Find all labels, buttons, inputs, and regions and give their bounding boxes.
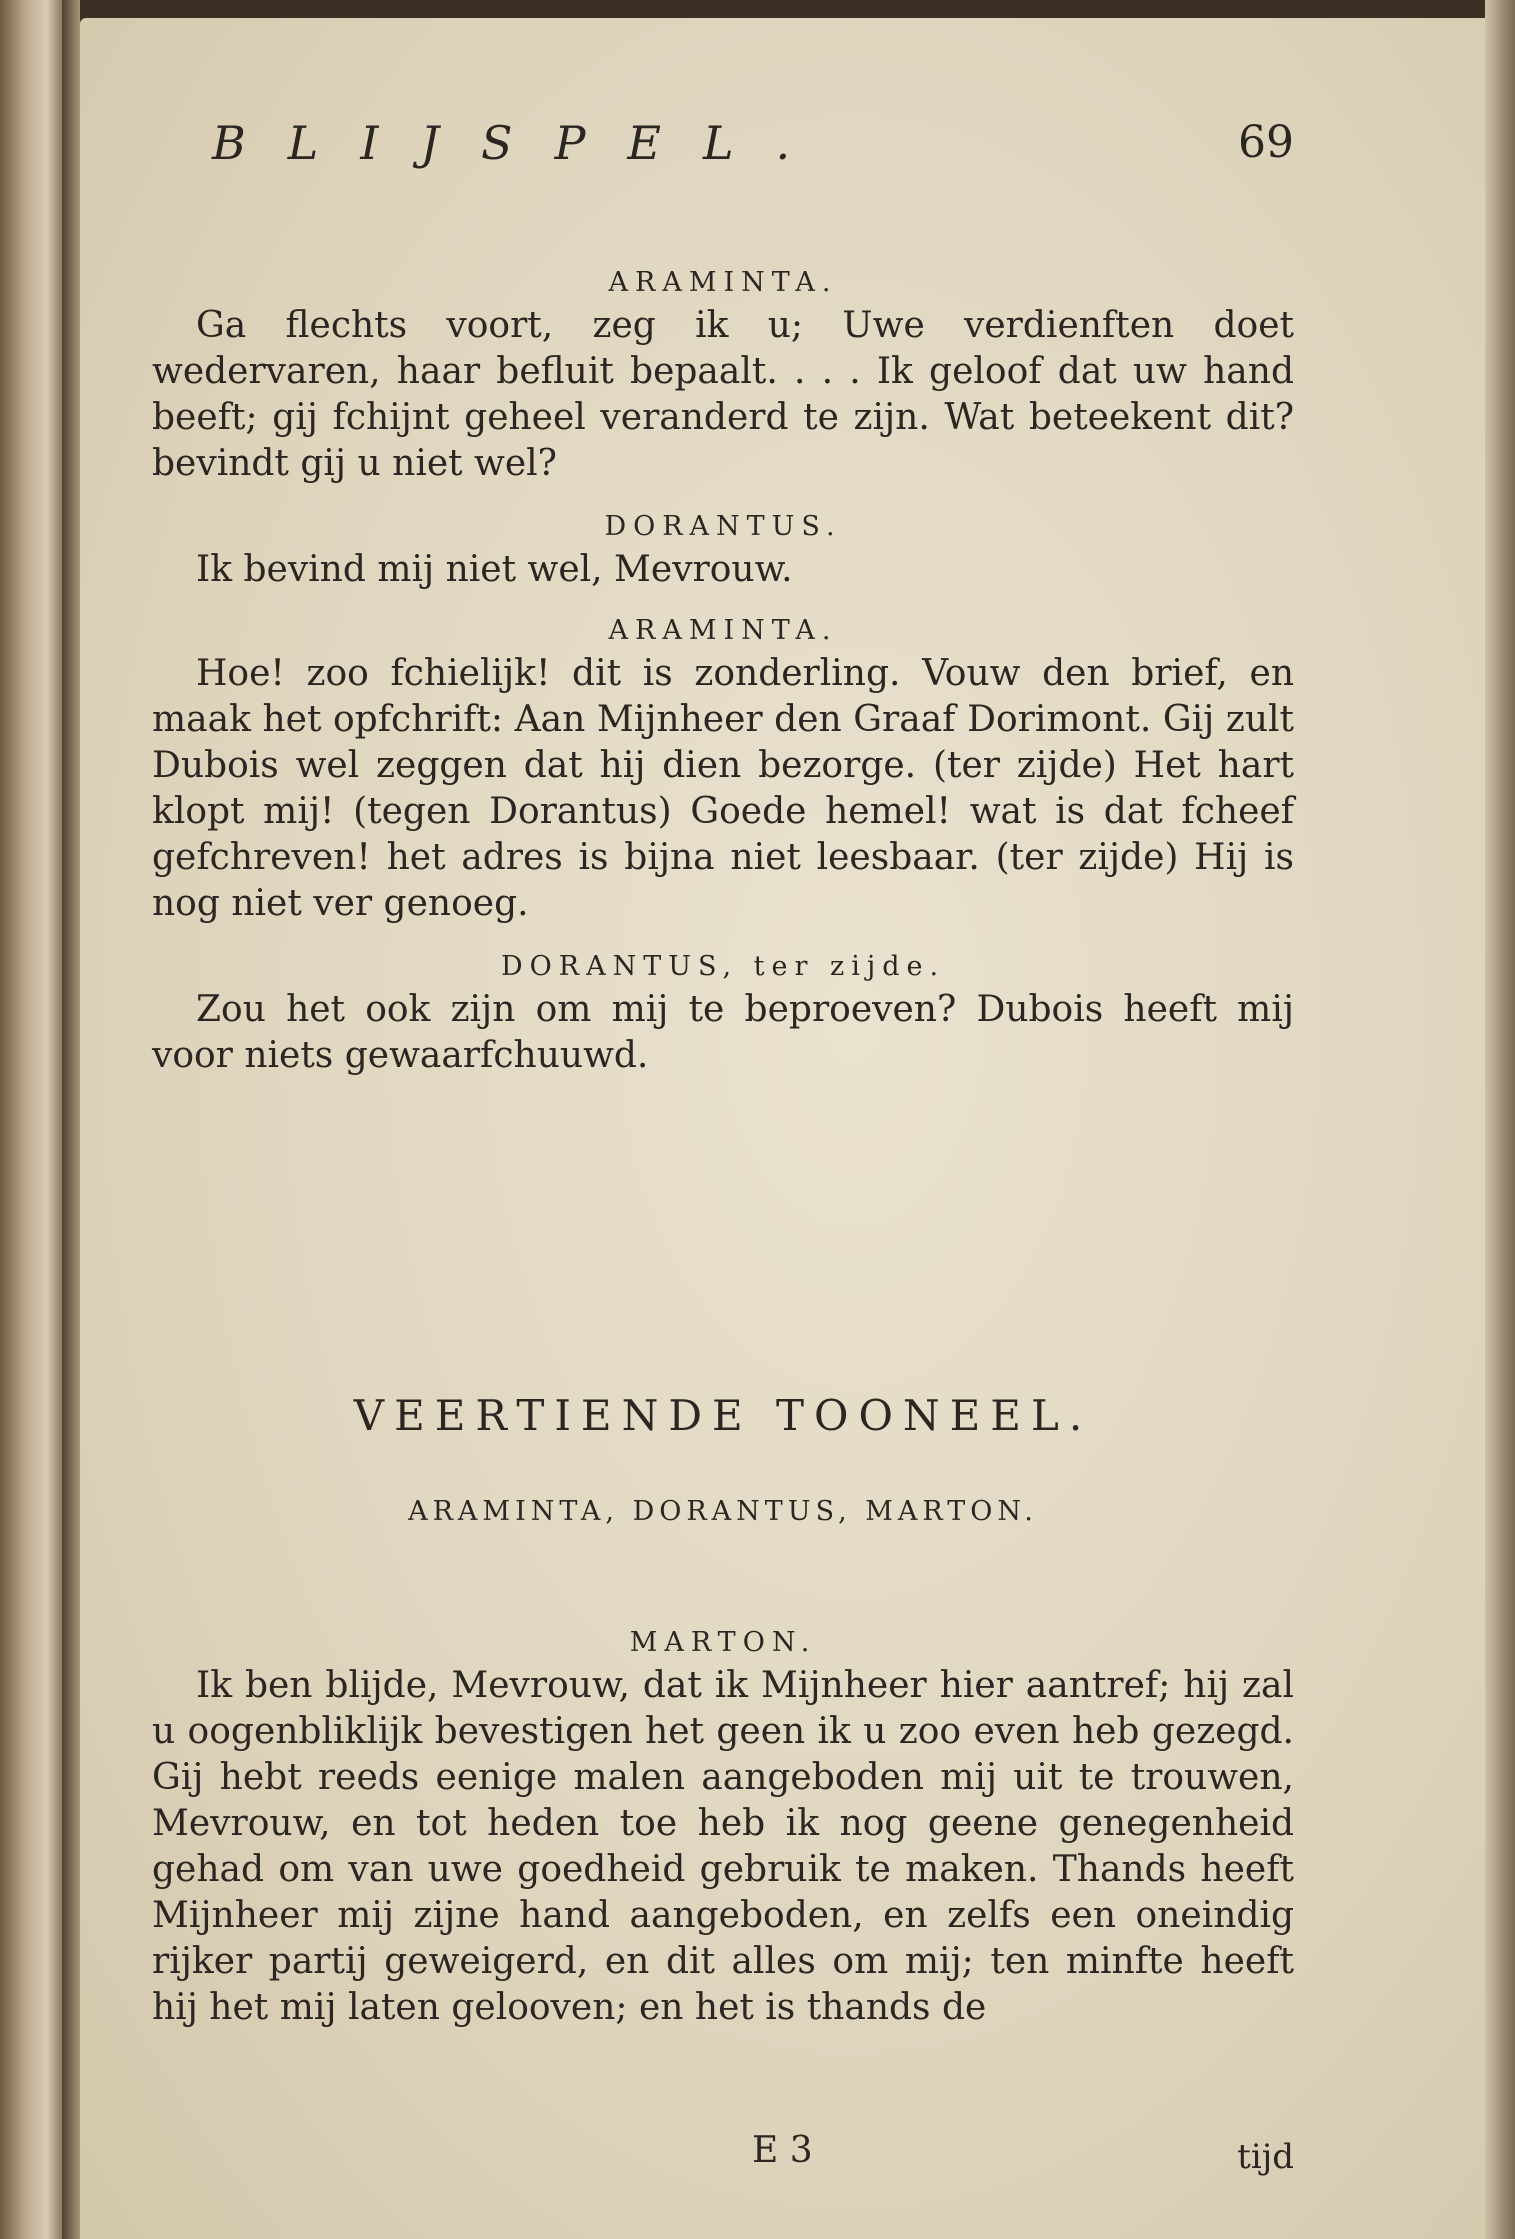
book-gutter	[62, 0, 80, 2239]
running-title: BLIJSPEL.	[212, 116, 833, 170]
speaker-label: ARAMINTA.	[608, 615, 838, 646]
speech-paragraph: Ik ben blijde, Mevrouw, dat ik Mijnheer hier aantref; hij zal u oogenbliklijk bevestigen het geen ik u zoo even heb gezegd. Gij hebt reeds eenige malen aangeboden mij uit te trouwen, Mevrouw, en tot heden toe heb ik nog geene genegenheid gehad om van uwe goedheid gebruik te maken. Thands heeft Mijnheer mij zijne hand aangeboden, en zelfs een oneindig rijker partij geweigerd, en dit alles om mij; ten minfte heeft hij het mij laten gelooven; en het is thands de	[152, 1665, 1294, 2028]
speaker-label: MARTON.	[629, 1627, 817, 1658]
scene-title: VEERTIENDE TOONEEL.	[353, 1391, 1093, 1440]
page-number: 69	[1238, 117, 1294, 168]
book-page	[80, 18, 1485, 2239]
scene-heading	[152, 1393, 1294, 1535]
running-header	[212, 116, 1294, 170]
catchword: tijd	[1237, 2137, 1294, 2177]
speaker-label: DORANTUS, ter zijde.	[500, 951, 946, 982]
right-page-edge	[1485, 0, 1515, 2239]
speaker-label: ARAMINTA.	[608, 267, 838, 298]
dialogue-lower	[152, 1623, 1294, 2031]
scene-cast: ARAMINTA, DORANTUS, MARTON.	[408, 1496, 1038, 1527]
speech-paragraph: Ik bevind mij niet wel, Mevrouw.	[196, 549, 793, 590]
signature-mark: E 3	[752, 2130, 813, 2171]
speaker-label: DORANTUS.	[604, 511, 842, 542]
speech-paragraph: Ga flechts voort, zeg ik u; Uwe verdienften doet wedervaren, haar befluit bepaalt. . . . Ik geloof dat uw hand beeft; gij fchijnt geheel veranderd te zijn. Wat beteekent dit? bevindt gij u niet wel?	[152, 305, 1294, 484]
speech-paragraph: Hoe! zoo fchielijk! dit is zonderling. Vouw den brief, en maak het opfchrift: Aan Mijnheer den Graaf Dorimont. Gij zult Dubois wel zeggen dat hij dien bezorge. (ter zijde) Het hart klopt mij! (tegen Dorantus) Goede hemel! wat is dat fcheef gefchreven! het adres is bijna niet leesbaar. (ter zijde) Hij is nog niet ver genoeg.	[152, 653, 1294, 924]
left-page-edge	[0, 0, 62, 2239]
dialogue-upper	[152, 263, 1294, 1079]
speech-paragraph: Zou het ook zijn om mij te beproeven? Dubois heeft mij voor niets gewaarfchuuwd.	[152, 989, 1294, 1076]
